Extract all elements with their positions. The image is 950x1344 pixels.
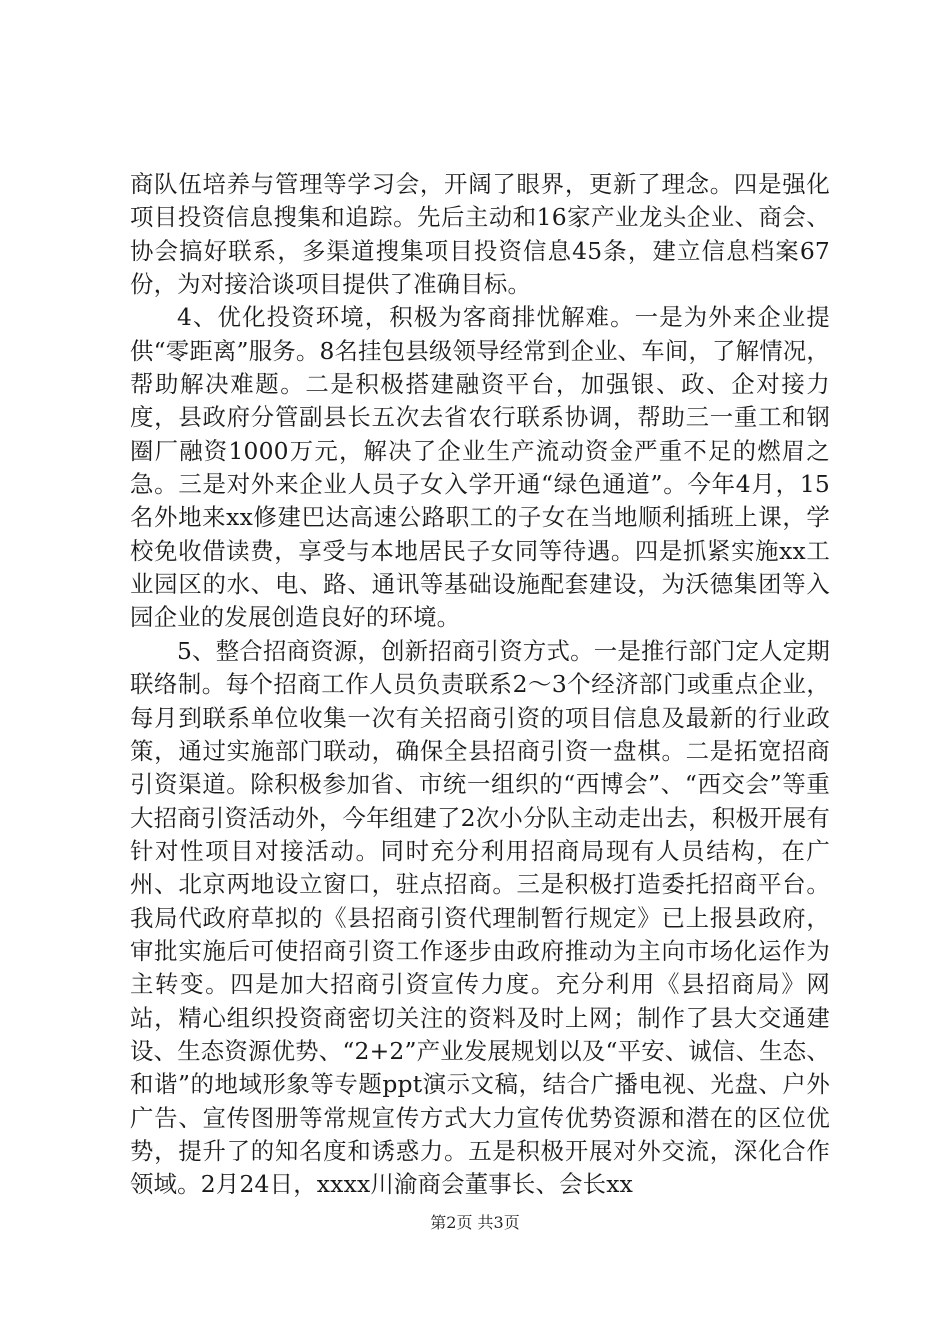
page-footer: 第2页 共3页 xyxy=(430,1213,520,1232)
paragraph-continued: 商队伍培养与管理等学习会，开阔了眼界，更新了理念。四是强化项目投资信息搜集和追踪。先后主动和16家产业龙头企业、商会、协会搞好联系，多渠道搜集项目投资信息45条，建立信息档案67份，为对接洽谈项目提供了准确目标。 xyxy=(130,170,830,299)
paragraph-section-5: 5、整合招商资源，创新招商引资方式。一是推行部门定人定期联络制。每个招商工作人员负责联系2～3个经济部门或重点企业，每月到联系单位收集一次有关招商引资的项目信息及最新的行业政策，通过实施部门联动，确保全县招商引资一盘棋。二是拓宽招商引资渠道。除积极参加省、市统一组织的“西博会”、“西交会”等重大招商引资活动外，今年组建了2次小分队主动走出去，积极开展有针对性项目对接活动。同时充分利用招商局现有人员结构，在广州、北京两地设立窗口，驻点招商。三是积极打造委托招商平台。我局代政府草拟的《县招商引资代理制暂行规定》已上报县政府，审批实施后可使招商引资工作逐步由政府推动为主向市场化运作为主转变。四是加大招商引资宣传力度。充分利用《县招商局》网站，精心组织投资商密切关注的资料及时上网；制作了县大交通建设、生态资源优势、“2+2”产业发展规划以及“平安、诚信、生态、和谐”的地域形象等专题ppt演示文稿，结合广播电视、光盘、户外广告、宣传图册等常规宣传方式大力宣传优势资源和潜在的区位优势，提升了的知名度和诱惑力。五是积极开展对外交流，深化合作领域。2月24日，xxxx川渝商会董事长、会长xx xyxy=(130,636,830,1199)
paragraph-section-4: 4、优化投资环境，积极为客商排忧解难。一是为外来企业提供“零距离”服务。8名挂包县级领导经常到企业、车间，了解情况，帮助解决难题。二是积极搭建融资平台，加强银、政、企对接力度，县政府分管副县长五次去省农行联系协调，帮助三一重工和钢圈厂融资1000万元，解决了企业生产流动资金严重不足的燃眉之急。三是对外来企业人员子女入学开通“绿色通道”。今年4月，15名外地来xx修建巴达高速公路职工的子女在当地顺利插班上课，学校免收借读费，享受与本地居民子女同等待遇。四是抓紧实施xx工业园区的水、电、路、通讯等基础设施配套建设，为沃德集团等入园企业的发展创造良好的环境。 xyxy=(130,303,830,632)
document-body xyxy=(130,168,830,1202)
